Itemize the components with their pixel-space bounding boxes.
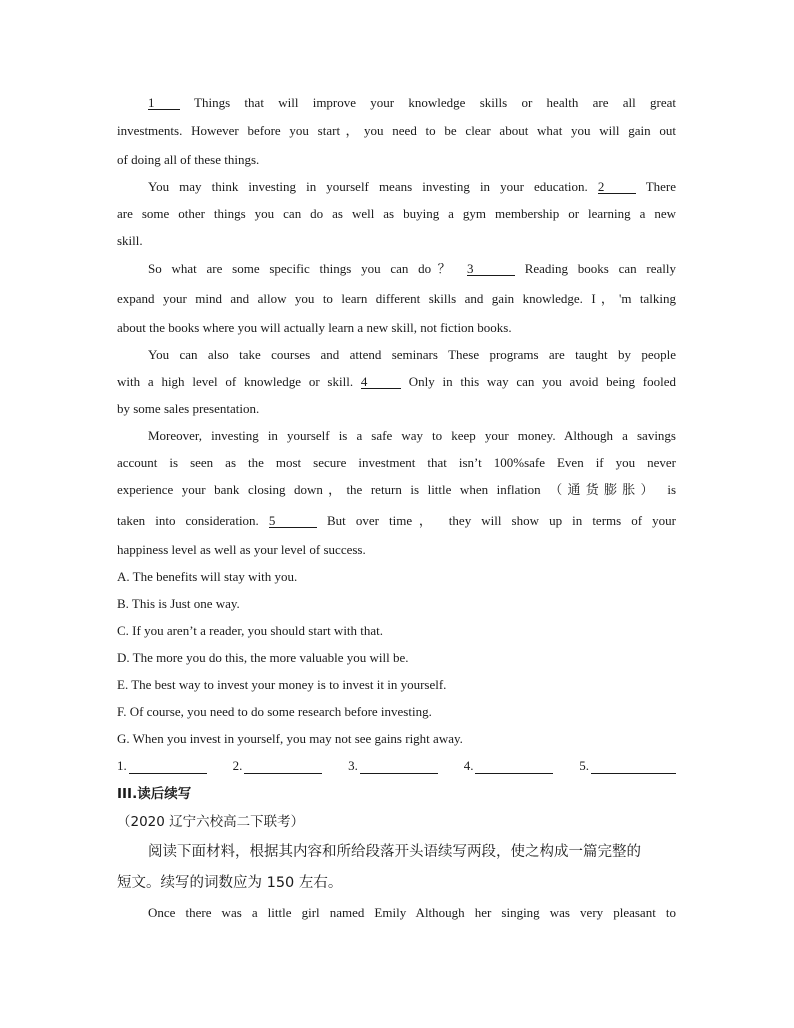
answer-1-field[interactable] [129,761,207,774]
blank-4: 4 [361,375,401,389]
passage-p3-line3: about the books where you will actually learn a new skill, not fiction books. [117,320,512,335]
option-c: C. If you aren’t a reader, you should start with that. [117,623,384,638]
answer-2: 2. [233,758,323,774]
passage-p5-line1: Moreover, investing in yourself is a safe way to keep your money. Although a savings [148,428,676,443]
passage-p3-line2: expand your mind and allow you to learn different skills and gain knowledge. I，'m talking [117,291,676,306]
answer-5-field[interactable] [591,761,676,774]
passage-p4-line3: by some sales presentation. [117,401,260,416]
option-b: B. This is Just one way. [117,596,240,611]
answer-3-field[interactable] [360,761,438,774]
passage-p5-line4: taken into consideration. 5 But over time， they will show up in terms of your [117,513,676,528]
option-d: D. The more you do this, the more valuable you will be. [117,650,409,665]
answer-3: 3. [348,758,438,774]
answer-5: 5. [579,758,676,774]
passage-p5-line2: account is seen as the most secure investment that isn’t 100%safe Even if you never [117,455,676,470]
option-f: F. Of course, you need to do some research before investing. [117,704,432,719]
passage-p2-line3: skill. [117,233,143,248]
passage-p2-line1: You may think investing in yourself means investing in your education. 2 There [148,179,676,194]
passage-p1-line1: 1 Things that will improve your knowledge skills or health are all great [148,95,676,110]
option-a: A. The benefits will stay with you. [117,569,298,584]
answer-2-field[interactable] [244,761,322,774]
blank-2: 2 [598,180,636,194]
story-line1: Once there was a little girl named Emily Although her singing was very pleasant to [148,905,676,920]
answer-4: 4. [464,758,554,774]
answer-4-field[interactable] [475,761,553,774]
blank-1: 1 [148,96,180,110]
answer-1: 1. [117,758,207,774]
passage-p1-line2: investments. However before you start，you need to be clear about what you will gain out [117,123,676,138]
section-heading: III.读后续写 [117,786,192,802]
passage-p4-line1: You can also take courses and attend seminars These programs are taught by people [148,347,676,362]
answer-row [117,758,676,774]
passage-p3-line1: So what are some specific things you can do？ 3 Reading books can really [148,261,676,276]
passage-p2-line2: are some other things you can do as well as buying a gym membership or learning a new [117,206,676,221]
section-source: （2020 辽宁六校高二下联考） [117,814,305,830]
passage-p5-line5: happiness level as well as your level of success. [117,542,366,557]
blank-3: 3 [467,262,515,276]
instruction-line2: 短文。续写的词数应为 150 左右。 [117,875,343,891]
blank-5: 5 [269,514,317,528]
passage-p5-line3: experience your bank closing down，the return is little when inflation （通货膨胀） is [117,482,676,498]
passage-p4-line2: with a high level of knowledge or skill. 4 Only in this way can you avoid being fooled [117,374,676,389]
option-g: G. When you invest in yourself, you may not see gains right away. [117,731,463,746]
passage-p1-line3: of doing all of these things. [117,152,260,167]
option-e: E. The best way to invest your money is to invest it in yourself. [117,677,447,692]
instruction-line1: 阅读下面材料，根据其内容和所给段落开头语续写两段，使之构成一篇完整的 [148,844,641,860]
